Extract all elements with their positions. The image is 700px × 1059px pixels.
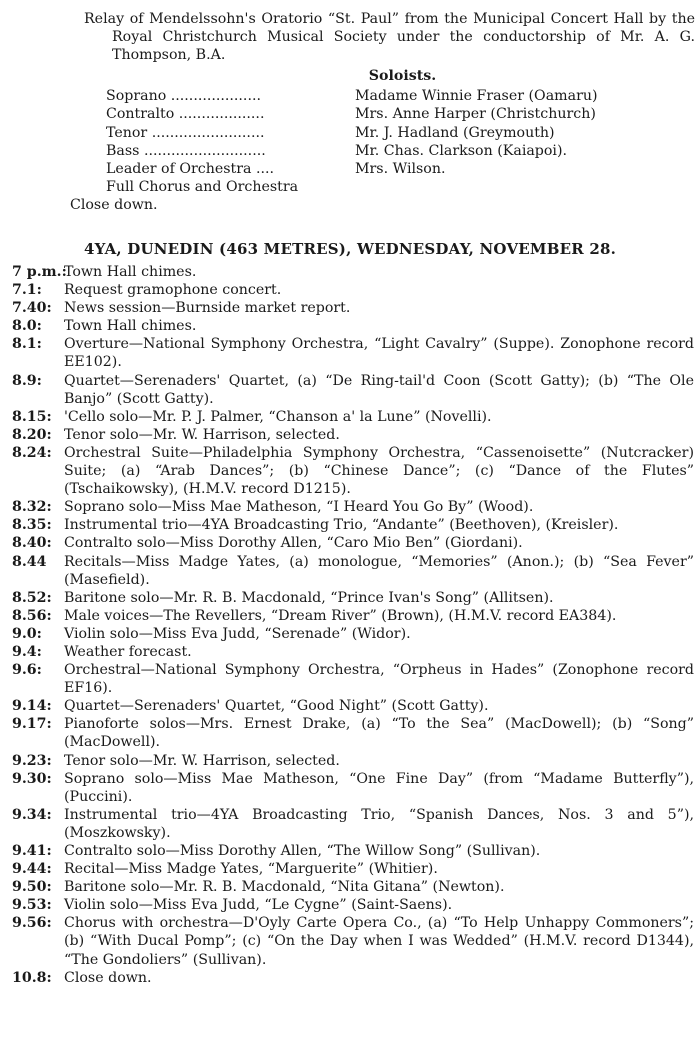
entry-time: 8.15:: [12, 408, 52, 425]
entry-text: Town Hall chimes.: [64, 318, 197, 335]
entry-text: Baritone solo—Mr. R. B. Macdonald, “Nita Gitana” (Newton).: [64, 879, 505, 896]
entry-time: 9.56:: [12, 915, 52, 932]
entry-text: Quartet—Serenaders' Quartet, (a) “De Ring-tail'd Coon (Scott Gatty); (b) “The Ole Banjo” (Scott Gatty).: [64, 372, 694, 407]
entry-time: 9.6:: [12, 662, 42, 679]
entry-time: 9.0:: [12, 625, 42, 642]
schedule-entry: [12, 878, 694, 896]
entry-text: Tenor solo—Mr. W. Harrison, selected.: [64, 426, 340, 443]
programme-schedule: [12, 263, 694, 987]
relay-section: [70, 10, 695, 214]
entry-time: 8.32:: [12, 499, 52, 516]
soloist-role: Leader of Orchestra ....: [106, 160, 275, 177]
schedule-entry: [12, 263, 694, 281]
soloists-list: [106, 87, 695, 196]
schedule-entry: [12, 607, 694, 625]
soloist-row: [106, 160, 695, 178]
soloist-name: Madame Winnie Fraser (Oamaru): [355, 88, 598, 105]
entry-text: Close down.: [64, 969, 152, 986]
entry-time: 9.4:: [12, 643, 42, 660]
entry-time: 7 p.m.:: [12, 264, 67, 280]
entry-time: 9.50:: [12, 879, 52, 896]
entry-time: 8.9:: [12, 372, 42, 389]
soloist-name: Mrs. Wilson.: [355, 160, 446, 177]
relay-paragraph: Relay of Mendelssohn's Oratorio “St. Paul” from the Municipal Concert Hall by the Royal Christchurch Musical Society under the conductorship of Mr. A. G. Thompson, B.A.: [84, 11, 695, 64]
entry-text: Recital—Miss Madge Yates, “Marguerite” (Whitier).: [64, 861, 438, 878]
entry-time: 9.30:: [12, 770, 52, 787]
entry-time: 8.24:: [12, 444, 52, 461]
entry-time: 8.1:: [12, 336, 42, 353]
entry-time: 9.53:: [12, 897, 52, 914]
entry-time: 8.35:: [12, 517, 52, 534]
close-down-note: Close down.: [70, 196, 158, 213]
soloist-role: Tenor .........................: [106, 124, 265, 141]
schedule-entry: [12, 553, 694, 589]
entry-time: 9.34:: [12, 806, 52, 823]
soloist-name: Mr. J. Hadland (Greymouth): [355, 124, 555, 141]
schedule-entry: [12, 299, 694, 317]
entry-time: 8.44: [12, 553, 47, 570]
soloist-row: [106, 142, 695, 160]
soloist-row: [106, 87, 695, 105]
soloist-role: Full Chorus and Orchestra: [106, 178, 299, 195]
entry-time: 9.44:: [12, 861, 52, 878]
schedule-entry: [12, 697, 694, 715]
schedule-entry: [12, 806, 694, 842]
entry-text: Pianoforte solos—Mrs. Ernest Drake, (a) “To the Sea” (MacDowell); (b) “Song” (MacDowell).: [64, 716, 694, 751]
schedule-entry: [12, 534, 694, 552]
entry-text: Quartet—Serenaders' Quartet, “Good Night” (Scott Gatty).: [64, 698, 489, 715]
entry-time: 7.40:: [12, 300, 52, 317]
schedule-entry: [12, 444, 694, 498]
schedule-entry: [12, 842, 694, 860]
schedule-entry: [12, 752, 694, 770]
entry-text: 'Cello solo—Mr. P. J. Palmer, “Chanson a' la Lune” (Novelli).: [64, 408, 492, 425]
soloist-role: Bass ...........................: [106, 142, 266, 159]
schedule-entry: [12, 498, 694, 516]
schedule-entry: [12, 860, 694, 878]
schedule-entry: [12, 661, 694, 697]
entry-text: Contralto solo—Miss Dorothy Allen, “The Willow Song” (Sullivan).: [64, 843, 541, 859]
entry-text: Weather forecast.: [64, 643, 192, 660]
entry-text: Instrumental trio—4YA Broadcasting Trio, “Andante” (Beethoven), (Kreisler).: [64, 517, 619, 534]
schedule-entry: [12, 335, 694, 371]
soloist-name: Mr. Chas. Clarkson (Kaiapoi).: [355, 142, 568, 159]
entry-time: 9.41:: [12, 843, 52, 859]
entry-text: Instrumental trio—4YA Broadcasting Trio, “Spanish Dances, Nos. 3 and 5”), (Moszkowsky).: [64, 806, 694, 841]
schedule-entry: [12, 969, 694, 987]
entry-text: Overture—National Symphony Orchestra, “Light Cavalry” (Suppe). Zonophone record EE102).: [64, 336, 694, 371]
entry-text: Soprano solo—Miss Mae Matheson, “I Heard You Go By” (Wood).: [64, 499, 534, 516]
schedule-entry: [12, 408, 694, 426]
schedule-entry: [12, 372, 694, 408]
entry-text: Chorus with orchestra—D'Oyly Carte Opera Co., (a) “To Help Unhappy Commoners”; (b) “With Ducal Pomp”; (c) “On the Day when I was Wedded” (H.M.V. record D1344), “The Gondoliers” (Sullivan).: [64, 915, 694, 968]
schedule-entry: [12, 914, 694, 968]
entry-text: Soprano solo—Miss Mae Matheson, “One Fine Day” (from “Madame Butterfly”), (Puccini).: [64, 770, 694, 805]
entry-time: 8.0:: [12, 318, 42, 335]
entry-text: Male voices—The Revellers, “Dream River” (Brown), (H.M.V. record EA384).: [64, 607, 617, 624]
entry-text: Violin solo—Miss Eva Judd, “Le Cygne” (Saint-Saens).: [64, 897, 453, 914]
schedule-entry: [12, 625, 694, 643]
schedule-entry: [12, 589, 694, 607]
entry-time: 10.8:: [12, 969, 52, 986]
entry-text: Town Hall chimes.: [64, 264, 197, 280]
schedule-entry: [12, 426, 694, 444]
entry-text: Baritone solo—Mr. R. B. Macdonald, “Prince Ivan's Song” (Allitsen).: [64, 589, 554, 606]
schedule-entry: [12, 896, 694, 914]
soloists-heading: Soloists.: [368, 68, 437, 85]
entry-time: 8.56:: [12, 607, 52, 624]
entry-text: Tenor solo—Mr. W. Harrison, selected.: [64, 752, 340, 769]
soloist-role: Soprano ....................: [106, 88, 261, 105]
entry-text: News session—Burnside market report.: [64, 300, 351, 317]
schedule-entry: [12, 643, 694, 661]
entry-time: 7.1:: [12, 282, 42, 299]
entry-time: 8.20:: [12, 426, 52, 443]
entry-time: 9.23:: [12, 752, 52, 769]
entry-time: 8.52:: [12, 589, 52, 606]
soloist-row: [106, 178, 695, 196]
soloist-role: Contralto ...................: [106, 106, 265, 123]
soloist-row: [106, 124, 695, 142]
schedule-entry: [12, 281, 694, 299]
entry-text: Violin solo—Miss Eva Judd, “Serenade” (Widor).: [64, 625, 411, 642]
entry-text: Orchestral Suite—Philadelphia Symphony Orchestra, “Cassenoisette” (Nutcracker) Suite; (a) “Arab Dances”; (b) “Chinese Dance”; (c) “Dance of the Flutes” (Tschaikowsky), (H.M.V. record D1215).: [64, 444, 694, 498]
entry-text: Recitals—Miss Madge Yates, (a) monologue, “Memories” (Anon.); (b) “Sea Fever” (Masefield).: [64, 553, 694, 588]
schedule-entry: [12, 516, 694, 534]
entry-text: Contralto solo—Miss Dorothy Allen, “Caro Mio Ben” (Giordani).: [64, 535, 523, 552]
schedule-entry: [12, 770, 694, 806]
entry-text: Request gramophone concert.: [64, 282, 282, 299]
soloist-name: Mrs. Anne Harper (Christchurch): [355, 106, 596, 123]
entry-text: Orchestral—National Symphony Orchestra, “Orpheus in Hades” (Zonophone record EF16).: [64, 662, 694, 697]
schedule-entry: [12, 715, 694, 751]
entry-time: 9.14:: [12, 698, 52, 715]
soloist-row: [106, 105, 695, 123]
entry-time: 8.40:: [12, 535, 52, 552]
station-header: 4YA, DUNEDIN (463 METRES), WEDNESDAY, NOVEMBER 28.: [83, 240, 617, 258]
entry-time: 9.17:: [12, 716, 52, 733]
schedule-entry: [12, 317, 694, 335]
